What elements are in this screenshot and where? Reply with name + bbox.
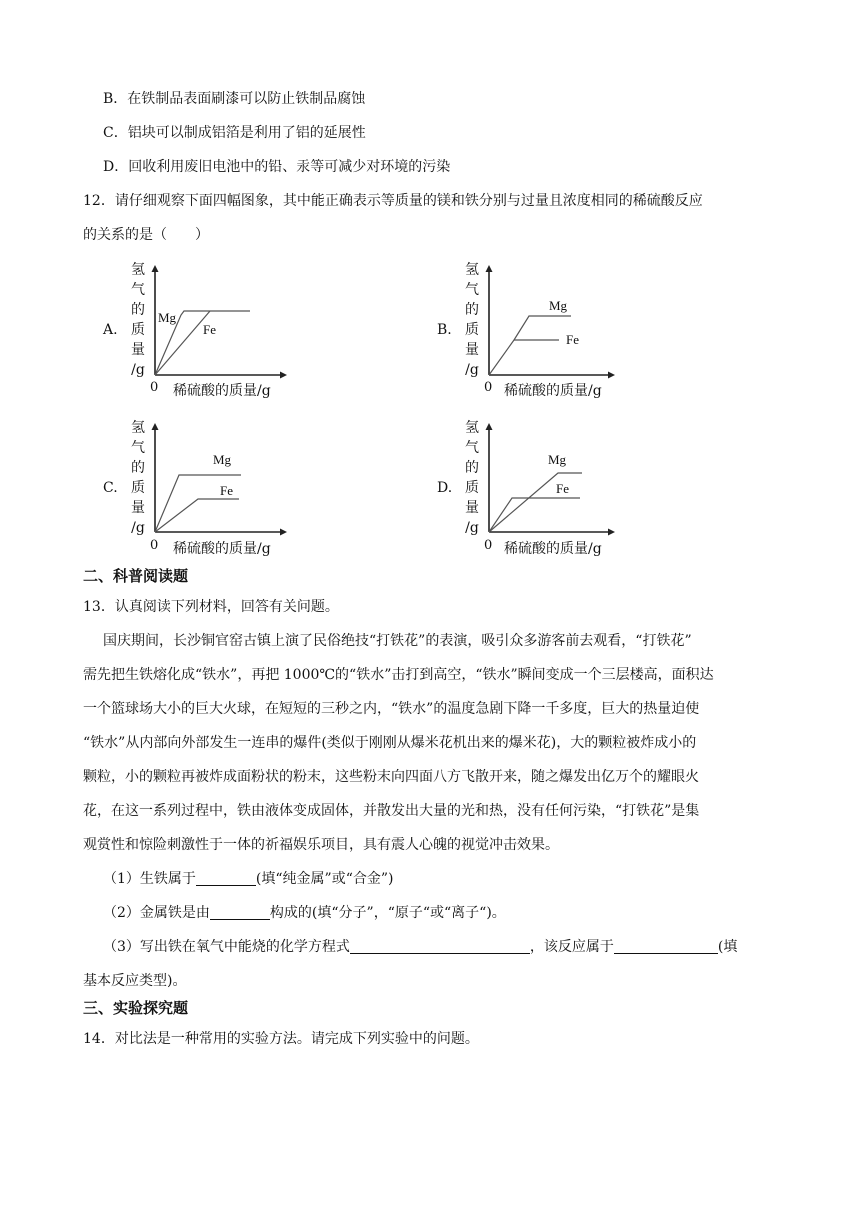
q13-paragraph-line-4: “铁水”从内部向外部发生一连串的爆件(类似于刚刚从爆米花机出来的爆米花)，大的颗粒被炸成小的	[83, 735, 697, 751]
x-axis-arrow	[608, 372, 615, 379]
series-label-fe: Fe	[566, 332, 579, 347]
q13-paragraph-line-5: 颗粒，小的颗粒再被炸成面粉状的粉末，这些粉末向四面八方飞散开来，随之爆发出亿万个的耀眼火	[83, 769, 699, 785]
graph-c-plot	[100, 418, 360, 568]
series-fe-line	[155, 499, 239, 532]
series-label-fe: Fe	[220, 483, 233, 498]
answer-blank-1[interactable]	[196, 869, 256, 886]
series-fe-line	[489, 498, 580, 532]
x-axis-arrow	[280, 372, 287, 379]
series-label-mg: Mg	[548, 452, 567, 467]
y-axis-label: 氢 气 的 质 量 /g	[131, 420, 145, 536]
y-axis-arrow	[152, 423, 159, 430]
x-axis-label: 稀硫酸的质量/g	[504, 383, 602, 399]
x-axis-arrow	[608, 529, 615, 536]
option-label-c: C.	[103, 480, 118, 496]
origin-label: 0	[484, 538, 493, 553]
x-axis-label: 稀硫酸的质量/g	[504, 541, 602, 557]
graph-b-plot	[434, 258, 694, 408]
section-heading-2: 二、科普阅读题	[83, 567, 189, 585]
y-axis-label: 氢 气 的 质 量 /g	[465, 262, 479, 378]
graph-c	[100, 418, 360, 568]
q14-text: 14．对比法是一种常用的实验方法。请完成下列实验中的问题。	[83, 1031, 479, 1047]
q13-paragraph-line-1: 国庆期间，长沙铜官窑古镇上演了民俗绝技“打铁花”的表演，吸引众多游客前去观看，“打铁花”	[103, 633, 692, 649]
origin-label: 0	[150, 538, 159, 553]
section-heading-3: 三、实验探究题	[83, 999, 189, 1017]
q13-paragraph-line-6: 花，在这一系列过程中，铁由液体变成固体，并散发出大量的光和热，没有任何污染，“打铁花”是集	[83, 803, 700, 819]
series-label-mg: Mg	[213, 452, 232, 467]
series-label-mg: Mg	[158, 310, 177, 325]
origin-label: 0	[150, 380, 159, 395]
option-label-b: B.	[437, 322, 452, 338]
q13-paragraph-line-2: 需先把生铁熔化成“铁水”，再把 1000℃的“铁水”击打到高空，“铁水”瞬间变成一个三层楼高，面积达	[83, 667, 714, 683]
q13-paragraph-line-7: 观赏性和惊险刺激性于一体的祈福娱乐项目，具有震人心魄的视觉冲击效果。	[83, 837, 559, 853]
q13-sub2: （2）金属铁是由 构成的(填“分子”，“原子“或“离子“)。	[103, 905, 506, 921]
answer-blank-3[interactable]	[350, 937, 530, 954]
y-axis-arrow	[486, 423, 493, 430]
q13-paragraph-line-3: 一个篮球场大小的巨大火球，在短短的三秒之内，“铁水”的温度急剧下降一千多度，巨大的热量迫使	[83, 701, 700, 717]
series-fe-line	[155, 311, 210, 375]
q13-sub3-cont: 基本反应类型)。	[83, 973, 187, 989]
option-label-d: D.	[437, 480, 453, 496]
y-axis-label: 氢 气 的 质 量 /g	[465, 420, 479, 536]
y-axis-arrow	[152, 265, 159, 272]
q13-sub3: （3）写出铁在氧气中能烧的化学方程式 ，该反应属于 (填	[103, 939, 738, 955]
graph-a	[100, 258, 360, 408]
series-label-mg: Mg	[549, 298, 568, 313]
x-axis-label: 稀硫酸的质量/g	[173, 541, 271, 557]
series-label-fe: Fe	[203, 322, 216, 337]
graph-d	[434, 418, 694, 568]
q12-line1: 12．请仔细观察下面四幅图象，其中能正确表示等质量的镁和铁分别与过量且浓度相同的稀硫酸反应	[83, 193, 703, 209]
origin-label: 0	[484, 380, 493, 395]
graph-b	[434, 258, 694, 408]
series-mg-line	[489, 473, 582, 532]
graph-d-plot	[434, 418, 694, 568]
answer-blank-2[interactable]	[210, 903, 270, 920]
y-axis-arrow	[486, 265, 493, 272]
option-d: D．回收利用废旧电池中的铅、汞等可减少对环境的污染	[103, 159, 451, 175]
series-mg-line	[155, 475, 241, 532]
x-axis-label: 稀硫酸的质量/g	[173, 383, 271, 399]
graph-a-plot	[100, 258, 360, 408]
series-mg-line	[489, 316, 571, 375]
q13-sub1: （1）生铁属于 (填“纯金属”或“合金”)	[103, 871, 394, 887]
x-axis-arrow	[280, 529, 287, 536]
option-b: B．在铁制品表面刷漆可以防止铁制品腐蚀	[103, 91, 366, 107]
q12-line2: 的关系的是（ ）	[83, 227, 209, 243]
answer-blank-4[interactable]	[614, 937, 718, 954]
q13-intro: 13．认真阅读下列材料，回答有关问题。	[83, 599, 339, 615]
option-label-a: A.	[103, 322, 118, 338]
option-c: C．铝块可以制成铝箔是利用了铝的延展性	[103, 125, 366, 141]
y-axis-label: 氢 气 的 质 量 /g	[131, 262, 145, 378]
series-label-fe: Fe	[556, 481, 569, 496]
